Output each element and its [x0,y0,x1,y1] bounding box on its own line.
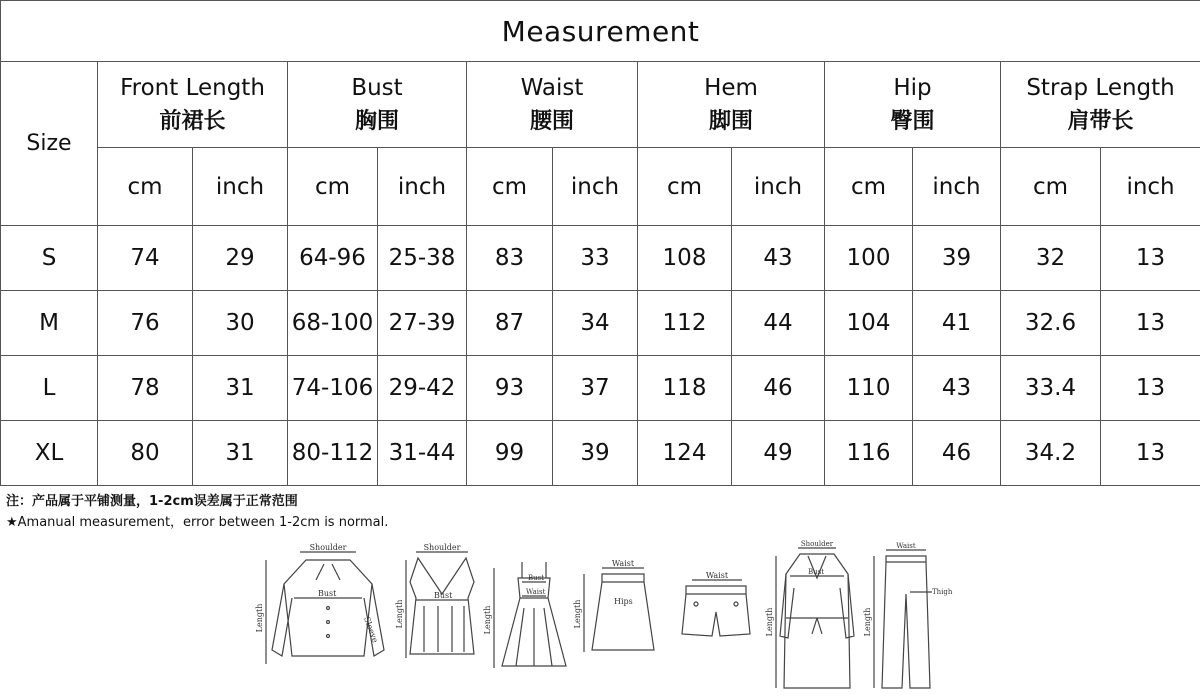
size-label: S [1,226,98,291]
hip-inch-cell: 41 [913,291,1001,356]
size-header: Size [1,62,98,226]
front-length-inch-cell: 31 [193,356,288,421]
label-length: Length [573,599,582,629]
label-waist: Waist [705,571,729,580]
waist-inch-cell: 37 [553,356,638,421]
label-length: Length [483,605,492,635]
header-front-length: Front Length 前裙长 [98,62,288,148]
unit-inch: inch [193,148,288,226]
label-hips: Hips [614,597,633,606]
hem-inch-cell: 46 [732,356,825,421]
label-length: Length [765,607,774,637]
strap-dress-diagram [483,562,566,668]
bust-inch-cell: 31-44 [378,421,467,486]
hem-cm-cell: 124 [638,421,732,486]
strap-length-cm-cell: 34.2 [1001,421,1101,486]
header-hip: Hip 臀围 [825,62,1001,148]
front-length-inch-cell: 31 [193,421,288,486]
size-row [1,291,1200,356]
hem-inch-cell: 44 [732,291,825,356]
header-bust: Bust 胸围 [288,62,467,148]
unit-inch: inch [732,148,825,226]
front-length-cm-cell: 74 [98,226,193,291]
bust-cm-cell: 74-106 [288,356,378,421]
label-thigh: Thigh [932,588,953,596]
header-waist: Waist 腰围 [467,62,638,148]
size-row [1,421,1200,486]
header-strap-length: Strap Length 肩带长 [1001,62,1200,148]
hem-inch-cell: 43 [732,226,825,291]
garment-measurement-illustrations [246,538,958,696]
unit-cm: cm [467,148,553,226]
blouse-diagram [255,543,384,664]
strap-length-inch-cell: 13 [1101,356,1200,421]
chart-title: Measurement [1,1,1200,62]
skirt-diagram [573,559,654,652]
note-chinese: 注：产品属于平铺测量，1-2cm误差属于正常范围 [6,494,298,509]
unit-cm: cm [288,148,378,226]
coat-diagram [765,540,854,688]
waist-inch-cell: 39 [553,421,638,486]
size-label: XL [1,421,98,486]
label-length: Length [395,599,404,629]
shorts-diagram [682,571,750,636]
label-bust: Bust [528,574,545,582]
bust-inch-cell: 29-42 [378,356,467,421]
header-hem: Hem 脚围 [638,62,825,148]
trousers-diagram [863,542,953,688]
size-row [1,356,1200,421]
front-length-cm-cell: 76 [98,291,193,356]
unit-inch: inch [378,148,467,226]
strap-length-cm-cell: 33.4 [1001,356,1101,421]
hem-inch-cell: 49 [732,421,825,486]
label-sleeve: Sleeve [362,615,380,644]
strap-length-cm-cell: 32.6 [1001,291,1101,356]
label-length: Length [255,603,264,633]
hip-cm-cell: 104 [825,291,913,356]
hip-cm-cell: 110 [825,356,913,421]
unit-inch: inch [913,148,1001,226]
front-length-cm-cell: 80 [98,421,193,486]
strap-length-inch-cell: 13 [1101,291,1200,356]
waist-cm-cell: 83 [467,226,553,291]
size-row [1,226,1200,291]
unit-cm: cm [1001,148,1101,226]
label-shoulder: Shoulder [800,540,834,548]
size-rows [1,226,1200,486]
hip-inch-cell: 43 [913,356,1001,421]
hem-cm-cell: 112 [638,291,732,356]
label-length: Length [863,607,872,637]
hem-cm-cell: 108 [638,226,732,291]
front-length-cm-cell: 78 [98,356,193,421]
label-shoulder: Shoulder [309,543,347,552]
unit-inch: inch [553,148,638,226]
waist-cm-cell: 99 [467,421,553,486]
hip-cm-cell: 116 [825,421,913,486]
front-length-inch-cell: 29 [193,226,288,291]
hip-inch-cell: 39 [913,226,1001,291]
label-bust: Bust [808,568,825,576]
bust-cm-cell: 64-96 [288,226,378,291]
size-label: M [1,291,98,356]
bust-inch-cell: 25-38 [378,226,467,291]
strap-length-inch-cell: 13 [1101,421,1200,486]
unit-cm: cm [98,148,193,226]
hip-inch-cell: 46 [913,421,1001,486]
label-bust: Bust [318,589,337,598]
unit-cm: cm [638,148,732,226]
front-length-inch-cell: 30 [193,291,288,356]
strap-length-cm-cell: 32 [1001,226,1101,291]
unit-inch: inch [1101,148,1200,226]
waist-cm-cell: 93 [467,356,553,421]
label-waist: Waist [526,588,546,596]
size-label: L [1,356,98,421]
waist-inch-cell: 34 [553,291,638,356]
hem-cm-cell: 118 [638,356,732,421]
unit-cm: cm [825,148,913,226]
label-waist: Waist [896,542,916,550]
waist-inch-cell: 33 [553,226,638,291]
label-waist: Waist [611,559,635,568]
label-bust: Bust [434,591,453,600]
measurement-notes [6,491,388,533]
tank-top-diagram [395,543,474,658]
strap-length-inch-cell: 13 [1101,226,1200,291]
note-english: ★Amanual measurement，error between 1-2cm is normal. [6,515,389,530]
bust-inch-cell: 27-39 [378,291,467,356]
waist-cm-cell: 87 [467,291,553,356]
hip-cm-cell: 100 [825,226,913,291]
bust-cm-cell: 80-112 [288,421,378,486]
label-shoulder: Shoulder [423,543,461,552]
bust-cm-cell: 68-100 [288,291,378,356]
